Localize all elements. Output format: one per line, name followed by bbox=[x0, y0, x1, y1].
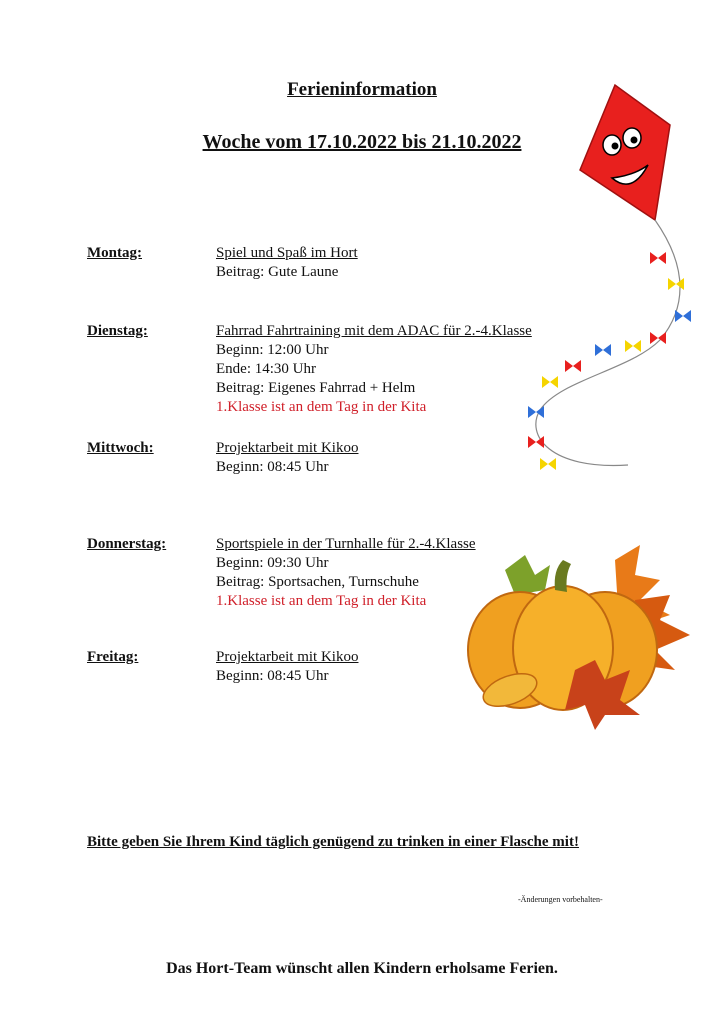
activity-title: Sportspiele in der Turnhalle für 2.-4.Klasse bbox=[216, 536, 476, 552]
closing-greeting: Das Hort-Team wünscht allen Kindern erholsame Ferien. bbox=[166, 960, 558, 977]
kite-body bbox=[580, 85, 670, 220]
activity-title: Fahrrad Fahrtraining mit dem ADAC für 2.-4.Klasse bbox=[216, 323, 532, 339]
detail-line: Beitrag: Gute Laune bbox=[216, 264, 339, 280]
detail-line: Beginn: 08:45 Uhr bbox=[216, 459, 329, 475]
activity-title: Spiel und Spaß im Hort bbox=[216, 245, 358, 261]
day-label: Montag: bbox=[87, 245, 142, 261]
day-label: Freitag: bbox=[87, 649, 139, 665]
detail-line: Beginn: 08:45 Uhr bbox=[216, 668, 329, 684]
day-label: Donnerstag: bbox=[87, 536, 167, 552]
detail-line: Beginn: 09:30 Uhr bbox=[216, 555, 329, 571]
drink-reminder: Bitte geben Sie Ihrem Kind täglich genügend zu trinken in einer Flasche mit! bbox=[87, 834, 579, 850]
activity-title: Projektarbeit mit Kikoo bbox=[216, 440, 359, 456]
detail-line: Beitrag: Eigenes Fahrrad + Helm bbox=[216, 380, 416, 396]
detail-line: Ende: 14:30 Uhr bbox=[216, 361, 316, 377]
detail-line: Beitrag: Sportsachen, Turnschuhe bbox=[216, 574, 419, 590]
week-range: Woche vom 17.10.2022 bis 21.10.2022 bbox=[202, 131, 522, 153]
day-label: Dienstag: bbox=[87, 323, 148, 339]
changes-disclaimer: -Änderungen vorbehalten- bbox=[518, 895, 603, 904]
day-label: Mittwoch: bbox=[87, 440, 154, 456]
warning-text: 1.Klasse ist an dem Tag in der Kita bbox=[216, 399, 427, 415]
warning-text: 1.Klasse ist an dem Tag in der Kita bbox=[216, 593, 427, 609]
detail-line: Beginn: 12:00 Uhr bbox=[216, 342, 329, 358]
page-title: Ferieninformation bbox=[287, 79, 437, 100]
activity-title: Projektarbeit mit Kikoo bbox=[216, 649, 359, 665]
